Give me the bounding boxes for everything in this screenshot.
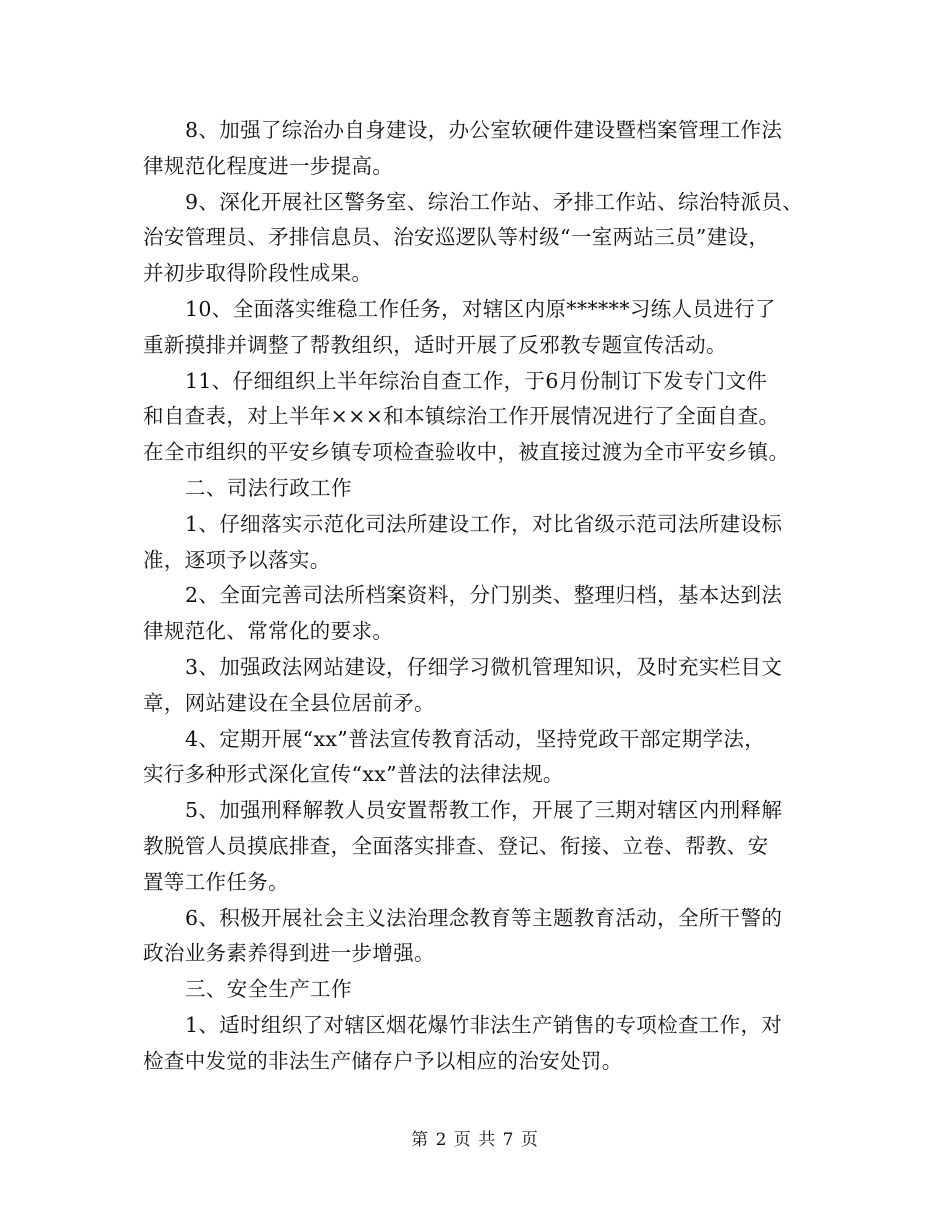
text-line: 2、全面完善司法所档案资料，分门别类、整理归档，基本达到法 <box>185 583 783 608</box>
text-line: 6、积极开展社会主义法治理念教育等主题教育活动，全所干警的 <box>185 905 783 930</box>
text-line: 和自查表，对上半年×××和本镇综治工作开展情况进行了全面自查。 <box>143 404 780 429</box>
text-line: 4、定期开展“xx”普法宣传教育活动，坚持党政干部定期学法， <box>185 726 766 751</box>
text-line: 政治业务素养得到进一步增强。 <box>143 941 435 966</box>
text-line: 实行多种形式深化宣传“xx”普法的法律法规。 <box>143 762 564 787</box>
text-line: 1、仔细落实示范化司法所建设工作，对比省级示范司法所建设标 <box>185 511 783 536</box>
text-line: 教脱管人员摸底排查，全面落实排查、登记、衔接、立卷、帮教、安 <box>143 833 769 858</box>
page-footer: 第 2 页 共 7 页 <box>411 1130 539 1150</box>
text-line: 8、加强了综治办自身建设，办公室软硬件建设暨档案管理工作法 <box>185 118 783 142</box>
text-line: 章，网站建设在全县位居前矛。 <box>143 690 435 715</box>
text-line: 并初步取得阶段性成果。 <box>143 261 373 286</box>
text-line: 二、司法行政工作 <box>185 475 352 500</box>
text-line: 9、深化开展社区警务室、综治工作站、矛排工作站、综治特派员、 <box>185 189 804 214</box>
text-line: 检查中发觉的非法生产储存户予以相应的治安处罚。 <box>143 1048 623 1073</box>
text-line: 律规范化程度进一步提高。 <box>143 153 394 178</box>
text-line: 准，逐项予以落实。 <box>143 547 331 572</box>
document-body <box>143 113 818 1080</box>
text-line: 治安管理员、矛排信息员、治安巡逻队等村级“一室两站三员”建设， <box>143 225 770 250</box>
text-line: 三、安全生产工作 <box>185 977 352 1002</box>
text-line: 重新摸排并调整了帮教组织，适时开展了反邪教专题宣传活动。 <box>143 332 727 357</box>
text-line: 在全市组织的平安乡镇专项检查验收中，被直接过渡为全市平安乡镇。 <box>143 440 790 465</box>
text-line: 律规范化、常常化的要求。 <box>143 619 394 644</box>
text-line: 5、加强刑释解教人员安置帮教工作，开展了三期对辖区内刑释解 <box>185 798 783 823</box>
text-line: 置等工作任务。 <box>143 869 289 894</box>
text-line: 11、仔细组织上半年综治自查工作，于6月份制订下发专门文件 <box>185 368 768 393</box>
text-line: 1、适时组织了对辖区烟花爆竹非法生产销售的专项检查工作，对 <box>185 1012 783 1037</box>
text-line: 3、加强政法网站建设，仔细学习微机管理知识，及时充实栏目文 <box>185 654 783 679</box>
text-line: 10、全面落实维稳工作任务，对辖区内原******习练人员进行了 <box>185 296 776 321</box>
